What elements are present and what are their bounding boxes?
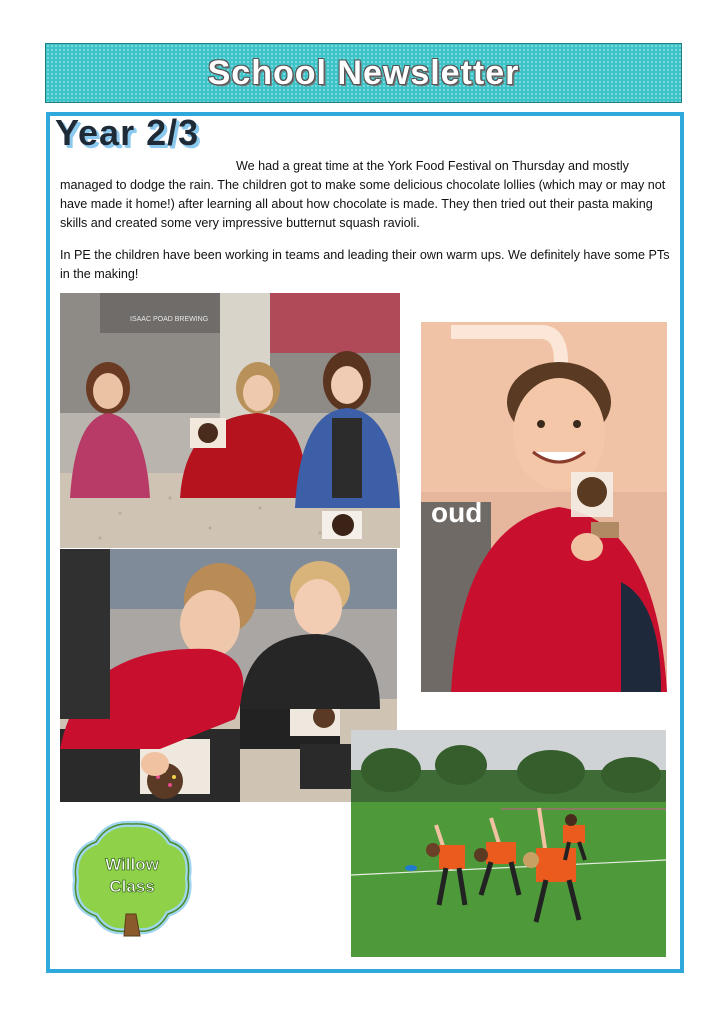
newsletter-title: School Newsletter xyxy=(207,53,520,92)
photo-boy-with-lolly xyxy=(421,322,667,692)
photo-sign-text: oud xyxy=(431,497,483,528)
newsletter-banner xyxy=(45,43,682,103)
photo-children-decorating xyxy=(60,549,397,802)
photo-tent-text: ISAAC POAD BREWING xyxy=(130,316,209,323)
photo-chocolate-lollies-girls xyxy=(60,293,400,548)
section-heading: Year 2/3 xyxy=(55,112,200,153)
photo-pe-warm-ups xyxy=(351,730,666,957)
logo-line2: Class xyxy=(109,877,155,896)
paragraph-festival: We had a great time at the York Food Festival on Thursday and mostly managed to dodge the rain. The children got to make some delicious chocolate lollies (which may or may not have made it home!) after learning all about how chocolate is made. They then tried out their pasta making skills and created some very impressive butternut squash ravioli. xyxy=(60,159,666,230)
logo-line1: Willow xyxy=(105,855,159,874)
paragraph-pe: In PE the children have been working in teams and leading their own warm ups. We definitely have some PTs in the making! xyxy=(60,248,670,281)
willow-class-logo xyxy=(70,818,194,942)
